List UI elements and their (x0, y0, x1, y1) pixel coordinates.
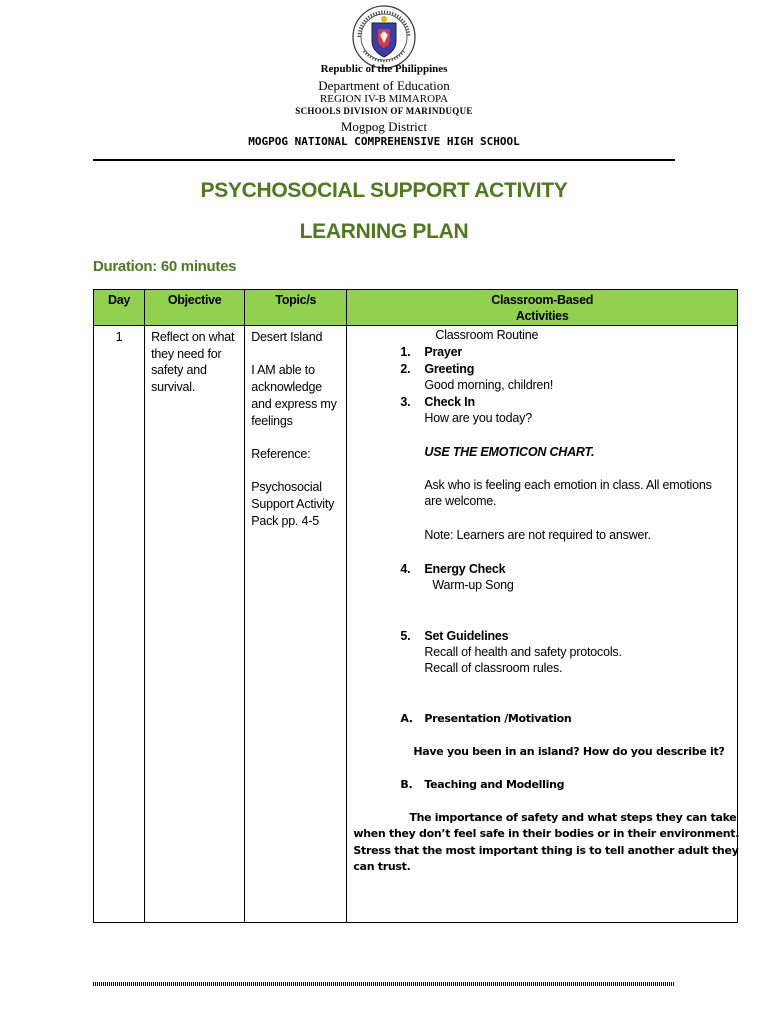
day-value: 1 (115, 330, 123, 344)
document-title: PSYCHOSOCIAL SUPPORT ACTIVITY (200, 179, 568, 202)
table-header-row (94, 290, 738, 326)
item-number: 3. (400, 395, 411, 409)
checkin-text: How are you today? (424, 411, 532, 425)
section-a-question: Have you been in an island? How do you describe it? (413, 745, 725, 758)
section-b-title: Teaching and Modelling (424, 778, 565, 791)
topic-title: Desert Island (251, 330, 323, 344)
warmup-text: Warm-up Song (432, 578, 514, 592)
ask-line-1: Ask who is feeling each emotion in class. All emotions (424, 478, 712, 492)
document-subtitle: LEARNING PLAN (299, 220, 469, 243)
reference-label: Reference: (251, 446, 311, 461)
activities-cell (347, 326, 740, 922)
item-number: 2. (400, 362, 411, 376)
item-number: 5. (400, 629, 411, 643)
header-activities (347, 290, 738, 326)
teaching-line-2: when they don’t feel safe in their bodies or in their environment. (353, 827, 740, 840)
greeting-label: Greeting (424, 362, 475, 376)
section-a-title: Presentation /Motivation (424, 712, 572, 725)
header-topics: Topic/s (245, 290, 347, 326)
section-a-letter: A. (400, 712, 413, 725)
deped-seal-logo (352, 5, 416, 69)
reference-text: Psychosocial Support Activity Pack pp. 4-5 (251, 480, 335, 528)
item-number: 4. (400, 562, 411, 576)
learning-plan-table (93, 289, 738, 923)
guideline-1: Recall of health and safety protocols. (424, 645, 622, 659)
ask-line-2: are welcome. (424, 494, 497, 508)
teaching-line-4: can trust. (353, 860, 411, 873)
checkin-label: Check In (424, 395, 475, 409)
header-activities-line2: Activities (515, 309, 569, 323)
guideline-2: Recall of classroom rules. (424, 661, 563, 675)
school-line: MOGPOG NATIONAL COMPREHENSIVE HIGH SCHOOL (248, 135, 520, 148)
teaching-line-1: The importance of safety and what steps they can take (409, 811, 737, 824)
header-objective: Objective (145, 290, 245, 326)
topic-goal: I AM able to acknowledge and express my feelings (251, 363, 337, 428)
duration-label: Duration: 60 minutes (93, 258, 237, 275)
section-b-letter: B. (400, 778, 413, 791)
district-line: Mogpog District (340, 119, 428, 134)
region-line: REGION IV-B MIMAROPA (319, 93, 449, 105)
header-activities-line1: Classroom-Based (491, 293, 594, 307)
department-line: Department of Education (318, 78, 450, 93)
header-divider (93, 159, 675, 161)
division-line: SCHOOLS DIVISION OF MARINDUQUE (295, 106, 473, 116)
item-number: 1. (400, 345, 411, 359)
teaching-line-3: Stress that the most important thing is to tell another adult they (353, 844, 739, 857)
guidelines-label: Set Guidelines (424, 629, 509, 643)
footer-divider (93, 982, 675, 986)
routine-title: Classroom Routine (435, 328, 539, 342)
header-day: Day (94, 290, 145, 326)
emoticon-instruction: USE THE EMOTICON CHART. (424, 445, 595, 459)
table-row (94, 326, 738, 923)
greeting-text: Good morning, children! (424, 378, 554, 392)
prayer-label: Prayer (424, 345, 463, 359)
objective-text: Reflect on what they need for safety and survival. (151, 330, 235, 395)
note-text: Note: Learners are not required to answer. (424, 528, 651, 542)
republic-line: Republic of the Philippines (320, 63, 448, 75)
energy-check-label: Energy Check (424, 562, 506, 576)
